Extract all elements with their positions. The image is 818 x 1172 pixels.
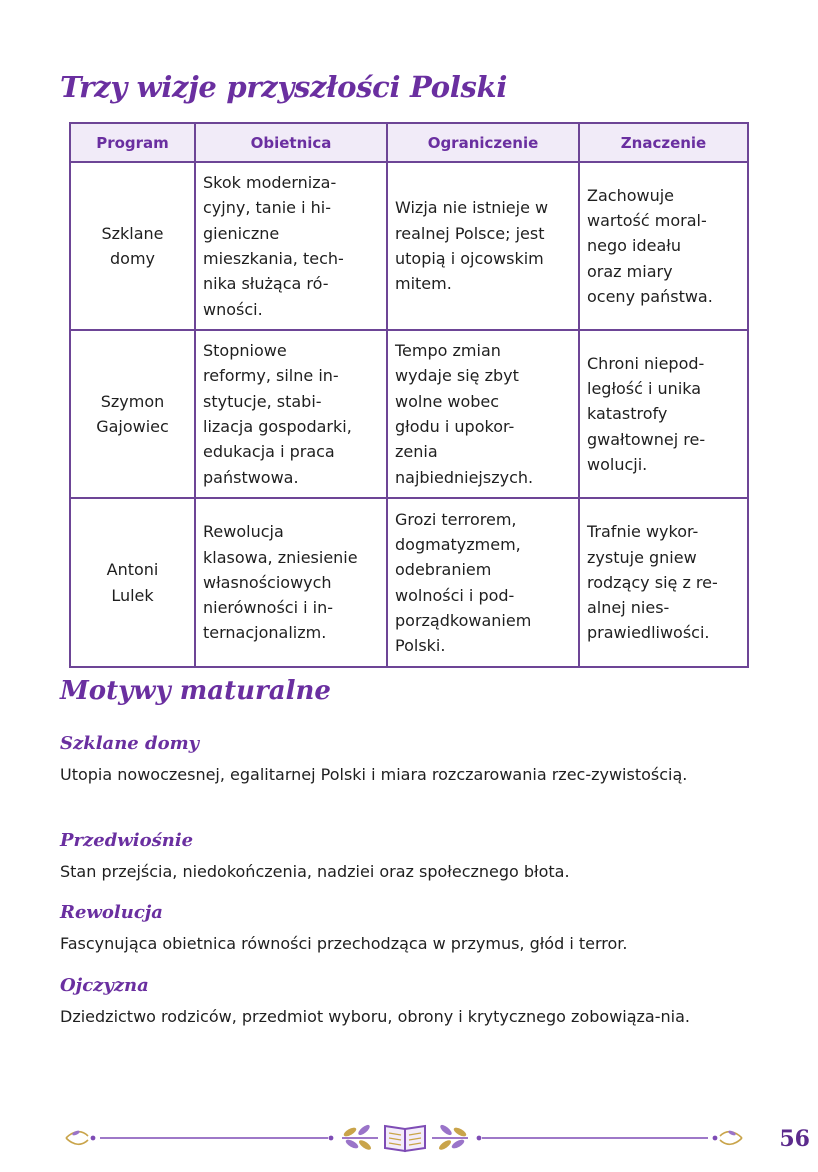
cell-line: Polski. bbox=[395, 636, 446, 656]
cell-line: głodu i upokor- bbox=[395, 417, 515, 436]
cell-line: Trafnie wykor- bbox=[587, 522, 699, 542]
motif-block bbox=[60, 829, 746, 885]
cell-line: najbiedniejszych. bbox=[395, 467, 534, 487]
cell-line: własnościowych bbox=[203, 572, 332, 592]
cell-line: wolucji. bbox=[587, 454, 648, 474]
cell-line: ternacjonalizm. bbox=[203, 623, 327, 643]
column-header-obietnica: Obietnica bbox=[195, 123, 387, 162]
motif-text: Stan przejścia, niedokończenia, nadziei oraz społecznego błota. bbox=[60, 862, 570, 881]
cell-line: prawiedliwości. bbox=[587, 623, 710, 643]
cell-line: wności. bbox=[203, 299, 263, 319]
cell-line: katastrofy bbox=[587, 404, 668, 424]
cell-line: porządkowaniem bbox=[395, 610, 532, 630]
cell-line: Antoni bbox=[106, 560, 159, 580]
motif-text: Dziedzictwo rodziców, przedmiot wyboru, obrony i krytycznego zobowiąza-nia. bbox=[60, 1007, 690, 1026]
cell-line: zenia bbox=[395, 442, 438, 462]
cell-line: Wizja nie istnieje w bbox=[395, 198, 549, 218]
cell-line: gieniczne bbox=[203, 223, 280, 243]
cell-line: wartość moral- bbox=[587, 211, 707, 231]
cell-obietnica bbox=[195, 162, 387, 330]
motif-heading: Przedwiośnie bbox=[60, 830, 194, 851]
cell-line: oceny państwa. bbox=[587, 286, 713, 306]
page-number: 56 bbox=[779, 1126, 810, 1152]
cell-program bbox=[70, 162, 195, 330]
left-leaves-icon bbox=[342, 1123, 378, 1151]
cell-line: realnej Polsce; jest bbox=[395, 223, 545, 243]
cell-line: gwałtownej re- bbox=[587, 429, 706, 449]
book-icon bbox=[385, 1126, 425, 1151]
cell-line: cyjny, tanie i hi- bbox=[203, 198, 331, 218]
cell-line: Chroni niepod- bbox=[587, 353, 705, 373]
cell-line: nierówności i in- bbox=[203, 598, 334, 618]
cell-line: oraz miary bbox=[587, 261, 673, 281]
motif-heading: Szklane domy bbox=[60, 733, 200, 754]
table-row bbox=[70, 162, 748, 330]
section-title: Motywy maturalne bbox=[60, 676, 331, 706]
left-sprig-icon bbox=[66, 1130, 95, 1145]
cell-ograniczenie bbox=[387, 162, 579, 330]
motif-text: Fascynująca obietnica równości przechodząca w przymus, głód i terror. bbox=[60, 934, 628, 953]
cell-line: wolne wobec bbox=[395, 391, 500, 411]
cell-line: wydaje się zbyt bbox=[395, 366, 519, 386]
column-header-program: Program bbox=[70, 123, 195, 162]
cell-line: Gajowiec bbox=[96, 417, 169, 436]
cell-line: odebraniem bbox=[395, 560, 492, 580]
cell-line: lizacja gospodarki, bbox=[203, 417, 352, 436]
column-header-znaczenie: Znaczenie bbox=[579, 123, 748, 162]
motif-block bbox=[60, 901, 746, 957]
cell-line: rodzący się z re- bbox=[587, 572, 718, 592]
table-row bbox=[70, 330, 748, 498]
right-leaves-icon bbox=[432, 1123, 468, 1151]
cell-line: Skok moderniza- bbox=[203, 173, 337, 193]
cell-line: wolności i pod- bbox=[395, 585, 515, 605]
cell-line: klasowa, zniesienie bbox=[203, 547, 358, 567]
cell-line: państwowa. bbox=[203, 467, 299, 487]
cell-line: alnej nies- bbox=[587, 598, 670, 618]
cell-line: stytucje, stabi- bbox=[203, 391, 322, 411]
cell-line: Zachowuje bbox=[587, 185, 675, 205]
table-row bbox=[70, 498, 748, 667]
motif-block bbox=[60, 732, 746, 788]
cell-program bbox=[70, 498, 195, 667]
cell-ograniczenie bbox=[387, 330, 579, 498]
motif-text: Utopia nowoczesnej, egalitarnej Polski i miara rozczarowania rzec-zywistością. bbox=[60, 765, 688, 784]
cell-line: zystuje gniew bbox=[587, 547, 697, 567]
column-header-ograniczenie: Ograniczenie bbox=[387, 123, 579, 162]
cell-obietnica bbox=[195, 498, 387, 667]
cell-line: Lulek bbox=[111, 585, 154, 605]
cell-line: Tempo zmian bbox=[395, 341, 501, 361]
cell-line: mieszkania, tech- bbox=[203, 249, 344, 268]
cell-line: Szymon bbox=[100, 391, 165, 411]
page-title: Trzy wizje przyszłości Polski bbox=[60, 70, 508, 104]
cell-obietnica bbox=[195, 330, 387, 498]
cell-line: dogmatyzmem, bbox=[395, 534, 521, 554]
cell-znaczenie bbox=[579, 330, 748, 498]
table-header-row bbox=[70, 123, 748, 162]
motif-heading: Rewolucja bbox=[60, 902, 163, 923]
cell-line: Rewolucja bbox=[203, 522, 284, 542]
cell-znaczenie bbox=[579, 162, 748, 330]
cell-program bbox=[70, 330, 195, 498]
cell-ograniczenie bbox=[387, 498, 579, 667]
visions-table bbox=[69, 122, 749, 668]
cell-line: Stopniowe bbox=[203, 341, 287, 361]
cell-line: reformy, silne in- bbox=[203, 366, 339, 386]
footer-ornament bbox=[60, 1118, 750, 1158]
cell-line: Szklane bbox=[101, 223, 164, 243]
cell-line: nika służąca ró- bbox=[203, 274, 329, 294]
cell-line: nego ideału bbox=[587, 236, 681, 256]
motif-block bbox=[60, 974, 746, 1030]
cell-line: utopią i ojcowskim bbox=[395, 249, 544, 268]
cell-line: edukacja i praca bbox=[203, 442, 335, 462]
cell-znaczenie bbox=[579, 498, 748, 667]
cell-line: domy bbox=[110, 249, 155, 268]
cell-line: ległość i unika bbox=[587, 379, 702, 399]
right-sprig-icon bbox=[713, 1130, 742, 1145]
cell-line: Grozi terrorem, bbox=[395, 509, 517, 529]
motif-heading: Ojczyzna bbox=[60, 975, 149, 996]
cell-line: mitem. bbox=[395, 274, 452, 294]
